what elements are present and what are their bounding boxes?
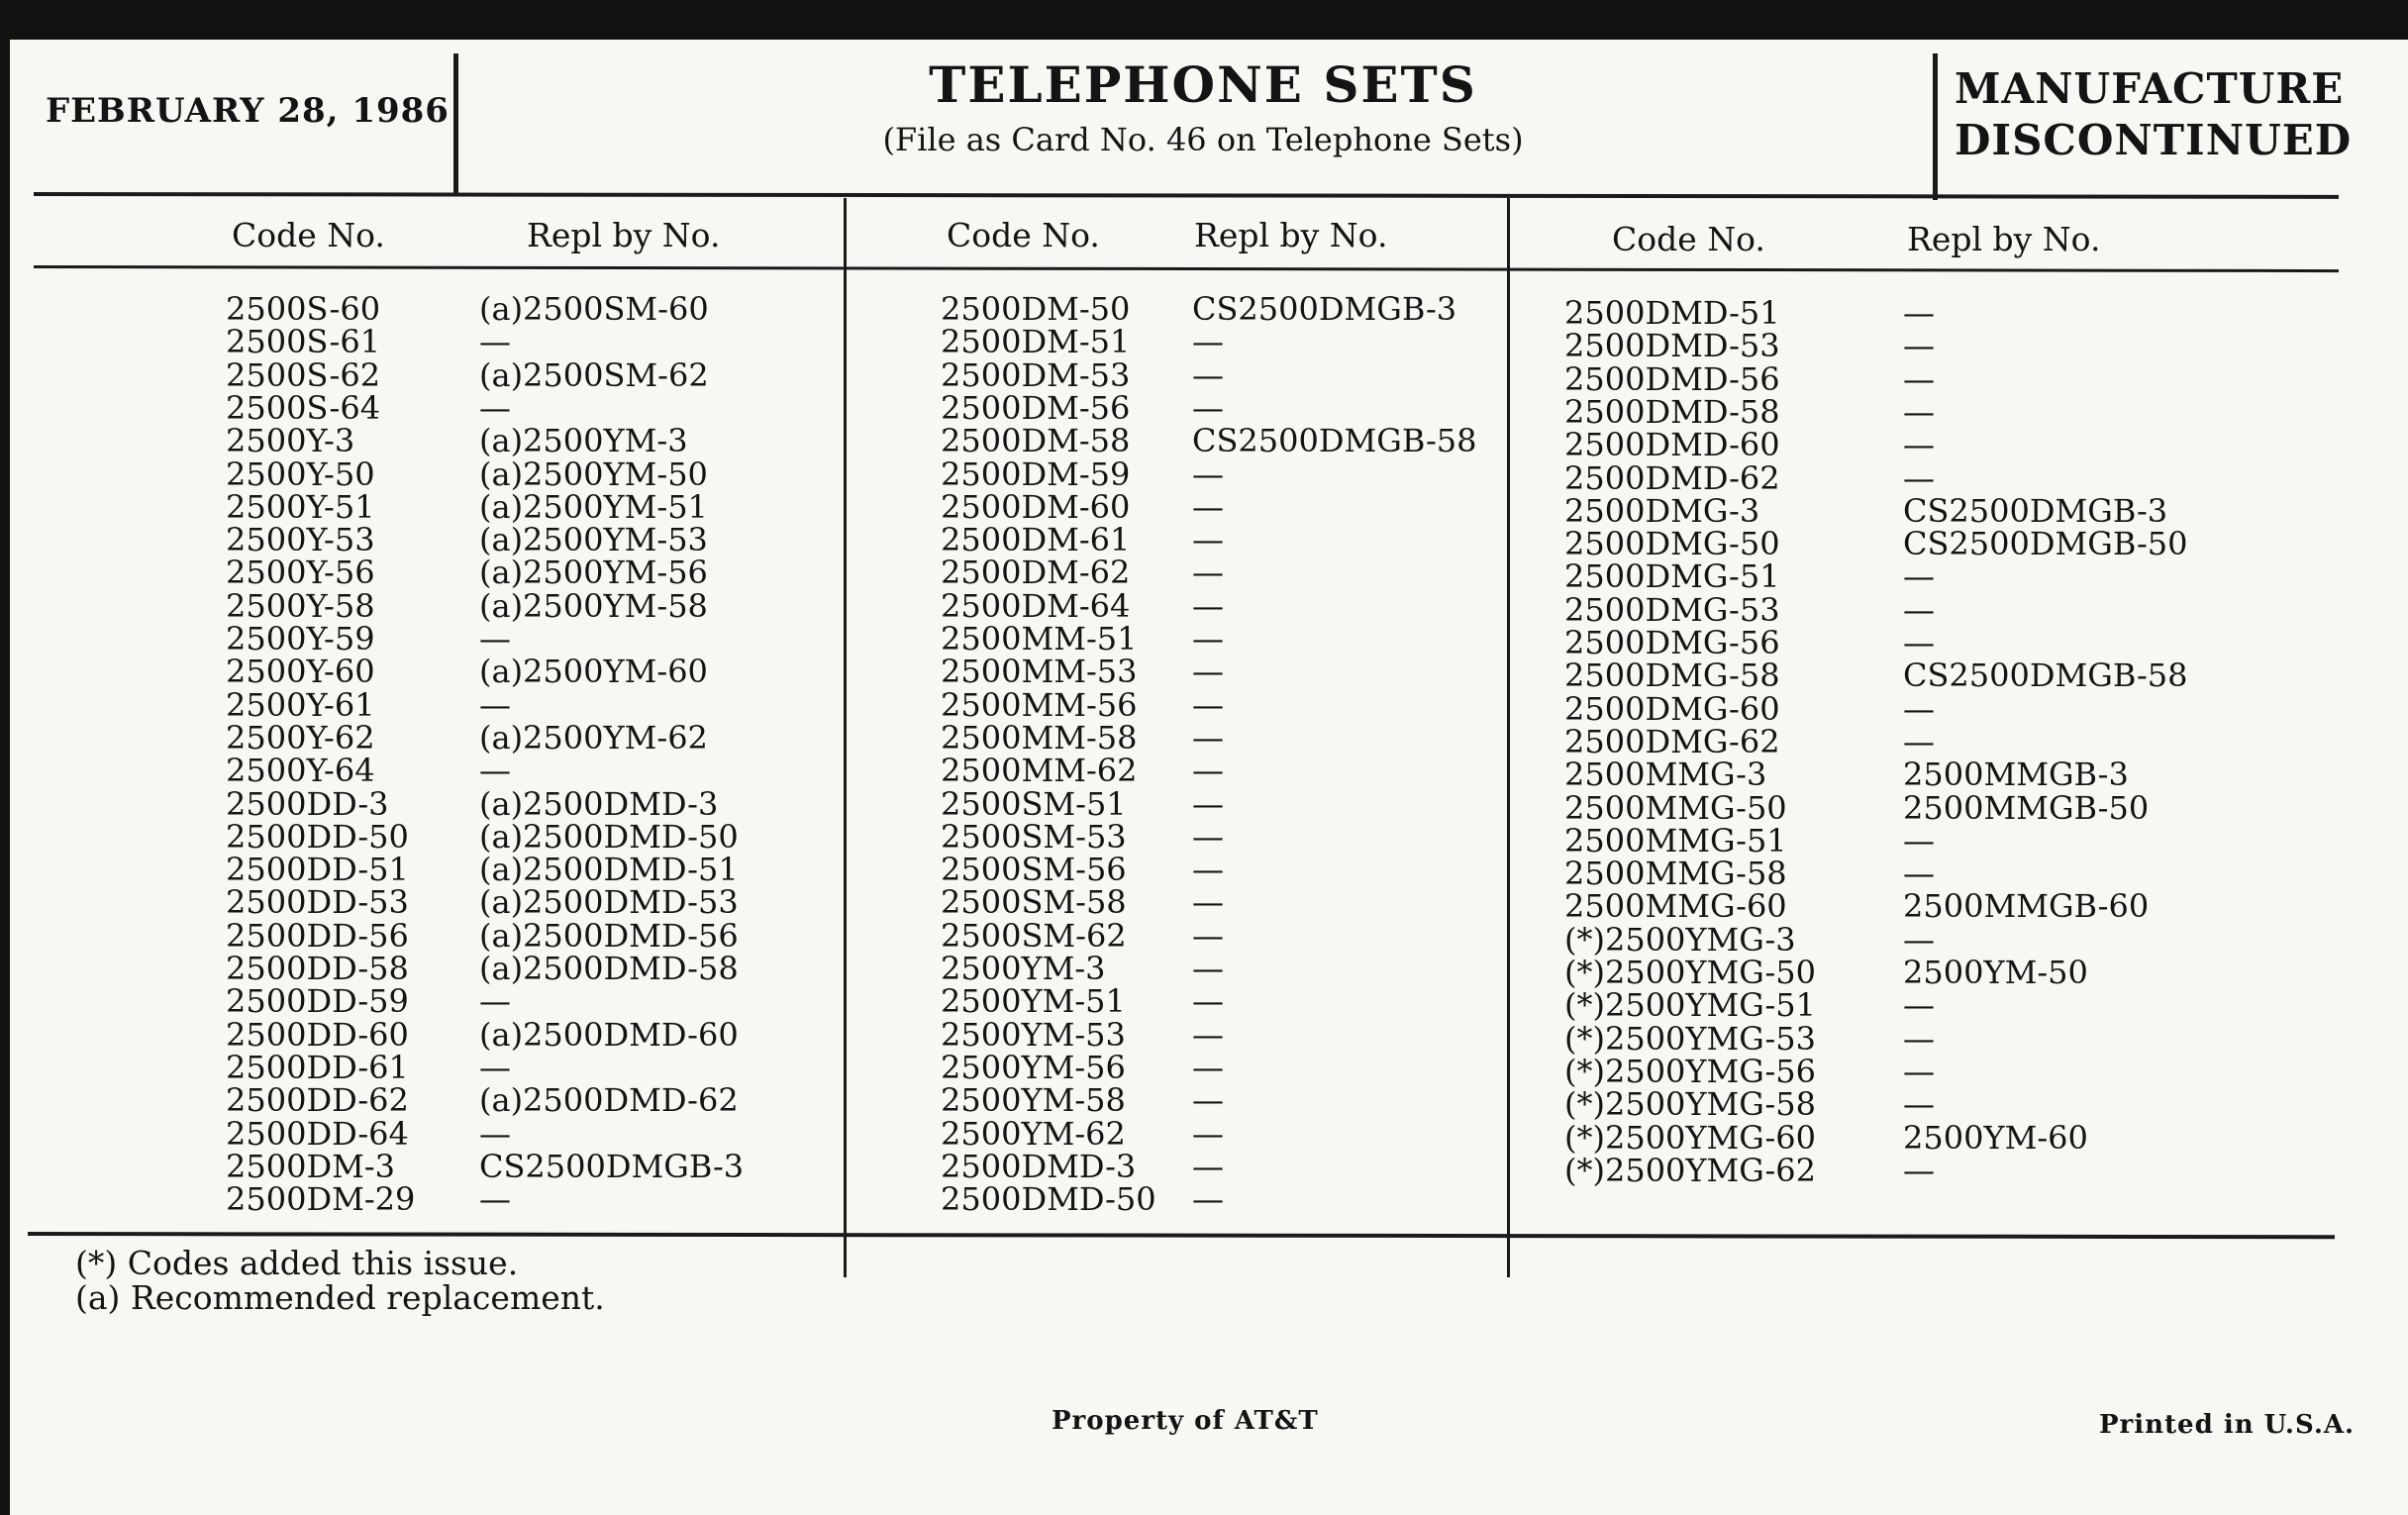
table-cell-repl: —	[479, 323, 511, 361]
table-cell-code: 2500DM-53	[941, 355, 1131, 394]
table-cell-code: 2500MMG-58	[1564, 855, 1787, 893]
table-cell-repl: —	[1903, 359, 1935, 398]
table-cell-repl: CS2500DMGB-3	[1192, 290, 1457, 328]
col-header-code-3: Code No.	[1612, 220, 1765, 258]
property-notice: Property of AT&T	[1052, 1406, 1319, 1436]
table-cell-repl: —	[1192, 1048, 1224, 1086]
table-cell-code: (*)2500YMG-60	[1564, 1118, 1816, 1157]
table-cell-code: 2500MM-51	[941, 620, 1138, 657]
table-cell-repl: —	[1903, 624, 1935, 661]
issue-date: FEBRUARY 28, 1986	[46, 91, 450, 131]
table-cell-repl: —	[1903, 821, 1935, 859]
col-header-repl-2: Repl by No.	[1194, 216, 1388, 254]
page-title: TELEPHONE SETS	[929, 55, 1477, 114]
status-badge	[1955, 63, 2352, 166]
table-cell-code: 2500DM-62	[941, 554, 1131, 592]
table-cell-repl: CS2500DMGB-58	[1192, 422, 1477, 460]
table-cell-code: 2500DM-61	[941, 521, 1131, 559]
status-line-2: DISCONTINUED	[1955, 116, 2353, 164]
table-cell-code: 2500Y-61	[226, 685, 375, 724]
table-cell-repl: (a)2500SM-62	[479, 355, 709, 394]
table-cell-code: 2500DD-59	[226, 982, 409, 1021]
table-cell-code: 2500MMG-51	[1564, 821, 1787, 859]
table-cell-code: 2500DM-29	[226, 1180, 416, 1219]
table-cell-repl: (a)2500DMD-62	[479, 1081, 739, 1120]
table-cell-code: 2500DMD-62	[1564, 458, 1780, 497]
table-cell-repl: —	[1192, 1180, 1224, 1219]
table-cell-code: 2500Y-64	[226, 752, 375, 790]
index-card	[10, 40, 2408, 1515]
table-cell-repl: —	[1192, 355, 1224, 394]
table-cell-repl: —	[1192, 653, 1224, 691]
table-cell-code: 2500DD-61	[226, 1048, 409, 1086]
table-cell-code: 2500DMG-62	[1564, 722, 1780, 760]
table-cell-repl: —	[1192, 718, 1224, 757]
table-cell-repl: —	[1192, 752, 1224, 790]
table-cell-repl: —	[479, 1048, 511, 1086]
table-cell-repl: (a)2500YM-60	[479, 653, 708, 691]
table-cell-code: 2500DD-53	[226, 883, 409, 922]
table-cell-repl: (a)2500YM-62	[479, 718, 708, 757]
table-cell-code: 2500SM-56	[941, 851, 1127, 889]
table-cell-repl: CS2500DMGB-50	[1903, 525, 2188, 563]
table-cell-code: 2500Y-60	[226, 653, 375, 691]
table-cell-repl: —	[1903, 1019, 1935, 1058]
table-cell-repl: —	[1192, 1147, 1224, 1185]
table-cell-code: 2500DMG-60	[1564, 689, 1780, 728]
table-cell-code: 2500DM-58	[941, 422, 1131, 460]
table-cell-repl: 2500YM-60	[1903, 1118, 2088, 1157]
table-cell-repl: —	[1903, 557, 1935, 596]
table-cell-code: 2500Y-58	[226, 586, 375, 625]
table-cell-repl: —	[1903, 1085, 1935, 1124]
table-cell-code: 2500SM-62	[941, 916, 1127, 955]
table-cell-code: 2500DD-64	[226, 1114, 409, 1153]
table-cell-code: 2500MMG-3	[1564, 756, 1767, 794]
table-cell-repl: (a)2500DMD-50	[479, 817, 739, 856]
col-header-repl-1: Repl by No.	[527, 216, 721, 254]
table-cell-code: 2500DMG-56	[1564, 624, 1780, 661]
table-cell-repl: —	[479, 685, 511, 724]
table-cell-repl: —	[1192, 1081, 1224, 1120]
table-cell-repl: —	[1903, 426, 1935, 464]
table-cell-repl: (a)2500DMD-3	[479, 784, 719, 823]
table-cell-repl: (a)2500YM-3	[479, 422, 688, 460]
table-cell-code: 2500SM-58	[941, 883, 1127, 922]
table-cell-repl: —	[1192, 487, 1224, 526]
table-cell-repl: —	[1192, 817, 1224, 856]
table-cell-repl: —	[1192, 521, 1224, 559]
table-cell-code: 2500DMG-3	[1564, 491, 1760, 530]
table-cell-code: 2500YM-62	[941, 1114, 1126, 1153]
table-cell-code: 2500DM-50	[941, 290, 1131, 328]
table-cell-repl: (a)2500DMD-56	[479, 916, 739, 955]
table-cell-repl: CS2500DMGB-58	[1903, 656, 2188, 695]
table-cell-code: 2500S-62	[226, 355, 381, 394]
table-cell-code: 2500S-61	[226, 323, 381, 361]
table-cell-repl: —	[1192, 851, 1224, 889]
table-cell-code: 2500DM-64	[941, 586, 1131, 625]
table-cell-code: 2500S-60	[226, 290, 381, 328]
table-cell-code: 2500DM-51	[941, 323, 1131, 361]
table-cell-repl: —	[1903, 1052, 1935, 1090]
table-cell-code: 2500DMG-50	[1564, 525, 1780, 563]
table-cell-code: 2500MMG-50	[1564, 788, 1787, 827]
table-cell-code: 2500MM-53	[941, 653, 1138, 691]
table-cell-repl: 2500YM-50	[1903, 954, 2088, 991]
table-cell-code: 2500SM-53	[941, 817, 1127, 856]
table-cell-code: 2500DMD-53	[1564, 327, 1780, 365]
table-cell-repl: —	[1192, 784, 1224, 823]
table-cell-code: (*)2500YMG-56	[1564, 1052, 1816, 1090]
column-header-rule	[34, 265, 2339, 272]
table-cell-code: 2500DM-59	[941, 454, 1131, 493]
table-cell-code: 2500DD-50	[226, 817, 409, 856]
table-cell-repl: —	[479, 1180, 511, 1219]
table-cell-repl: —	[1903, 327, 1935, 365]
section-divider-2	[1507, 198, 1510, 1277]
table-cell-repl: (a)2500YM-56	[479, 554, 708, 592]
table-cell-code: 2500Y-56	[226, 554, 375, 592]
table-cell-code: 2500DMD-3	[941, 1147, 1137, 1185]
footnote-a: (a) Recommended replacement.	[75, 1278, 605, 1317]
table-cell-repl: 2500MMGB-60	[1903, 887, 2150, 926]
table-cell-repl: —	[1192, 554, 1224, 592]
table-cell-repl: —	[1192, 586, 1224, 625]
table-cell-code: 2500Y-62	[226, 718, 375, 757]
table-cell-repl: —	[1192, 1015, 1224, 1054]
table-cell-code: 2500DMD-60	[1564, 426, 1780, 464]
table-cell-code: 2500Y-51	[226, 487, 375, 526]
table-cell-repl: (a)2500DMD-58	[479, 950, 739, 987]
table-cell-repl: —	[1903, 920, 1935, 959]
table-bottom-rule	[28, 1232, 2335, 1239]
table-cell-code: (*)2500YMG-58	[1564, 1085, 1816, 1124]
table-cell-code: 2500MM-56	[941, 685, 1138, 724]
col-header-code-1: Code No.	[232, 216, 385, 254]
table-cell-code: 2500DMD-58	[1564, 392, 1780, 431]
table-cell-code: 2500DD-56	[226, 916, 409, 955]
table-cell-repl: (a)2500YM-58	[479, 586, 708, 625]
table-cell-repl: —	[1903, 1151, 1935, 1189]
status-line-1: MANUFACTURE	[1955, 64, 2345, 113]
table-cell-code: (*)2500YMG-53	[1564, 1019, 1816, 1058]
table-cell-repl: 2500MMGB-3	[1903, 756, 2129, 794]
table-cell-code: (*)2500YMG-51	[1564, 986, 1816, 1025]
header-rule	[34, 192, 2339, 199]
table-cell-repl: (a)2500DMD-53	[479, 883, 739, 922]
table-cell-repl: (a)2500SM-60	[479, 290, 709, 328]
table-cell-code: 2500DD-60	[226, 1015, 409, 1054]
table-cell-repl: —	[1903, 722, 1935, 760]
table-cell-code: 2500DD-51	[226, 851, 409, 889]
table-cell-code: 2500DMD-56	[1564, 359, 1780, 398]
col-header-code-2: Code No.	[947, 216, 1100, 254]
table-cell-repl: —	[479, 620, 511, 657]
table-cell-repl: —	[1192, 982, 1224, 1021]
footnotes	[75, 1246, 605, 1315]
table-cell-repl: —	[1192, 620, 1224, 657]
footnote-asterisk: (*) Codes added this issue.	[75, 1244, 519, 1282]
page-subtitle: (File as Card No. 46 on Telephone Sets)	[882, 121, 1524, 158]
table-cell-code: 2500MM-58	[941, 718, 1138, 757]
section-divider-1	[844, 198, 847, 1277]
table-cell-repl: CS2500DMGB-3	[479, 1147, 745, 1185]
table-cell-repl: —	[1192, 916, 1224, 955]
table-cell-code: 2500DMD-51	[1564, 294, 1780, 332]
table-cell-code: 2500S-64	[226, 388, 381, 427]
table-cell-repl: —	[1192, 883, 1224, 922]
table-cell-code: 2500DMD-50	[941, 1180, 1156, 1219]
table-cell-code: (*)2500YMG-50	[1564, 954, 1816, 991]
table-cell-code: 2500Y-59	[226, 620, 375, 657]
table-cell-repl: —	[1192, 388, 1224, 427]
table-cell-code: 2500DD-58	[226, 950, 409, 987]
table-cell-code: 2500YM-58	[941, 1081, 1126, 1120]
table-cell-code: 2500YM-56	[941, 1048, 1126, 1086]
col-header-repl-3: Repl by No.	[1907, 220, 2101, 258]
table-cell-repl: —	[1192, 950, 1224, 987]
table-cell-code: 2500YM-51	[941, 982, 1126, 1021]
printed-notice: Printed in U.S.A.	[2099, 1410, 2356, 1440]
table-cell-code: 2500Y-3	[226, 422, 355, 460]
table-cell-code: 2500Y-53	[226, 521, 375, 559]
table-cell-repl: 2500MMGB-50	[1903, 788, 2150, 827]
table-cell-repl: —	[1192, 1114, 1224, 1153]
table-cell-repl: —	[479, 982, 511, 1021]
table-cell-repl: (a)2500DMD-60	[479, 1015, 739, 1054]
table-cell-code: 2500YM-53	[941, 1015, 1126, 1054]
table-cell-code: 2500MMG-60	[1564, 887, 1787, 926]
table-cell-repl: —	[479, 752, 511, 790]
table-cell-repl: —	[1903, 392, 1935, 431]
header-divider-right	[1933, 53, 1938, 200]
table-cell-code: 2500DMG-58	[1564, 656, 1780, 695]
table-cell-repl: CS2500DMGB-3	[1903, 491, 2168, 530]
table-cell-code: (*)2500YMG-62	[1564, 1151, 1816, 1189]
table-cell-repl: —	[1192, 685, 1224, 724]
table-cell-repl: (a)2500YM-50	[479, 454, 708, 493]
table-cell-repl: —	[1903, 689, 1935, 728]
table-cell-repl: —	[1903, 590, 1935, 629]
table-cell-code: 2500DMG-53	[1564, 590, 1780, 629]
table-cell-repl: —	[1903, 986, 1935, 1025]
table-cell-repl: (a)2500YM-53	[479, 521, 708, 559]
table-cell-code: 2500DM-56	[941, 388, 1131, 427]
table-cell-code: 2500YM-3	[941, 950, 1106, 987]
table-cell-code: 2500DMG-51	[1564, 557, 1780, 596]
table-cell-code: 2500Y-50	[226, 454, 375, 493]
table-cell-repl: —	[479, 1114, 511, 1153]
table-cell-code: 2500DM-3	[226, 1147, 396, 1185]
table-cell-code: 2500DM-60	[941, 487, 1131, 526]
table-cell-code: 2500DD-62	[226, 1081, 409, 1120]
table-cell-repl: —	[1903, 855, 1935, 893]
table-cell-repl: —	[479, 388, 511, 427]
table-cell-repl: —	[1192, 454, 1224, 493]
table-cell-repl: (a)2500DMD-51	[479, 851, 739, 889]
table-cell-code: 2500DD-3	[226, 784, 389, 823]
header-divider-left	[453, 53, 458, 194]
table-cell-code: 2500MM-62	[941, 752, 1138, 790]
table-cell-code: 2500SM-51	[941, 784, 1127, 823]
table-cell-repl: (a)2500YM-51	[479, 487, 708, 526]
table-cell-repl: —	[1192, 323, 1224, 361]
table-cell-repl: —	[1903, 294, 1935, 332]
table-cell-code: (*)2500YMG-3	[1564, 920, 1796, 959]
table-cell-repl: —	[1903, 458, 1935, 497]
